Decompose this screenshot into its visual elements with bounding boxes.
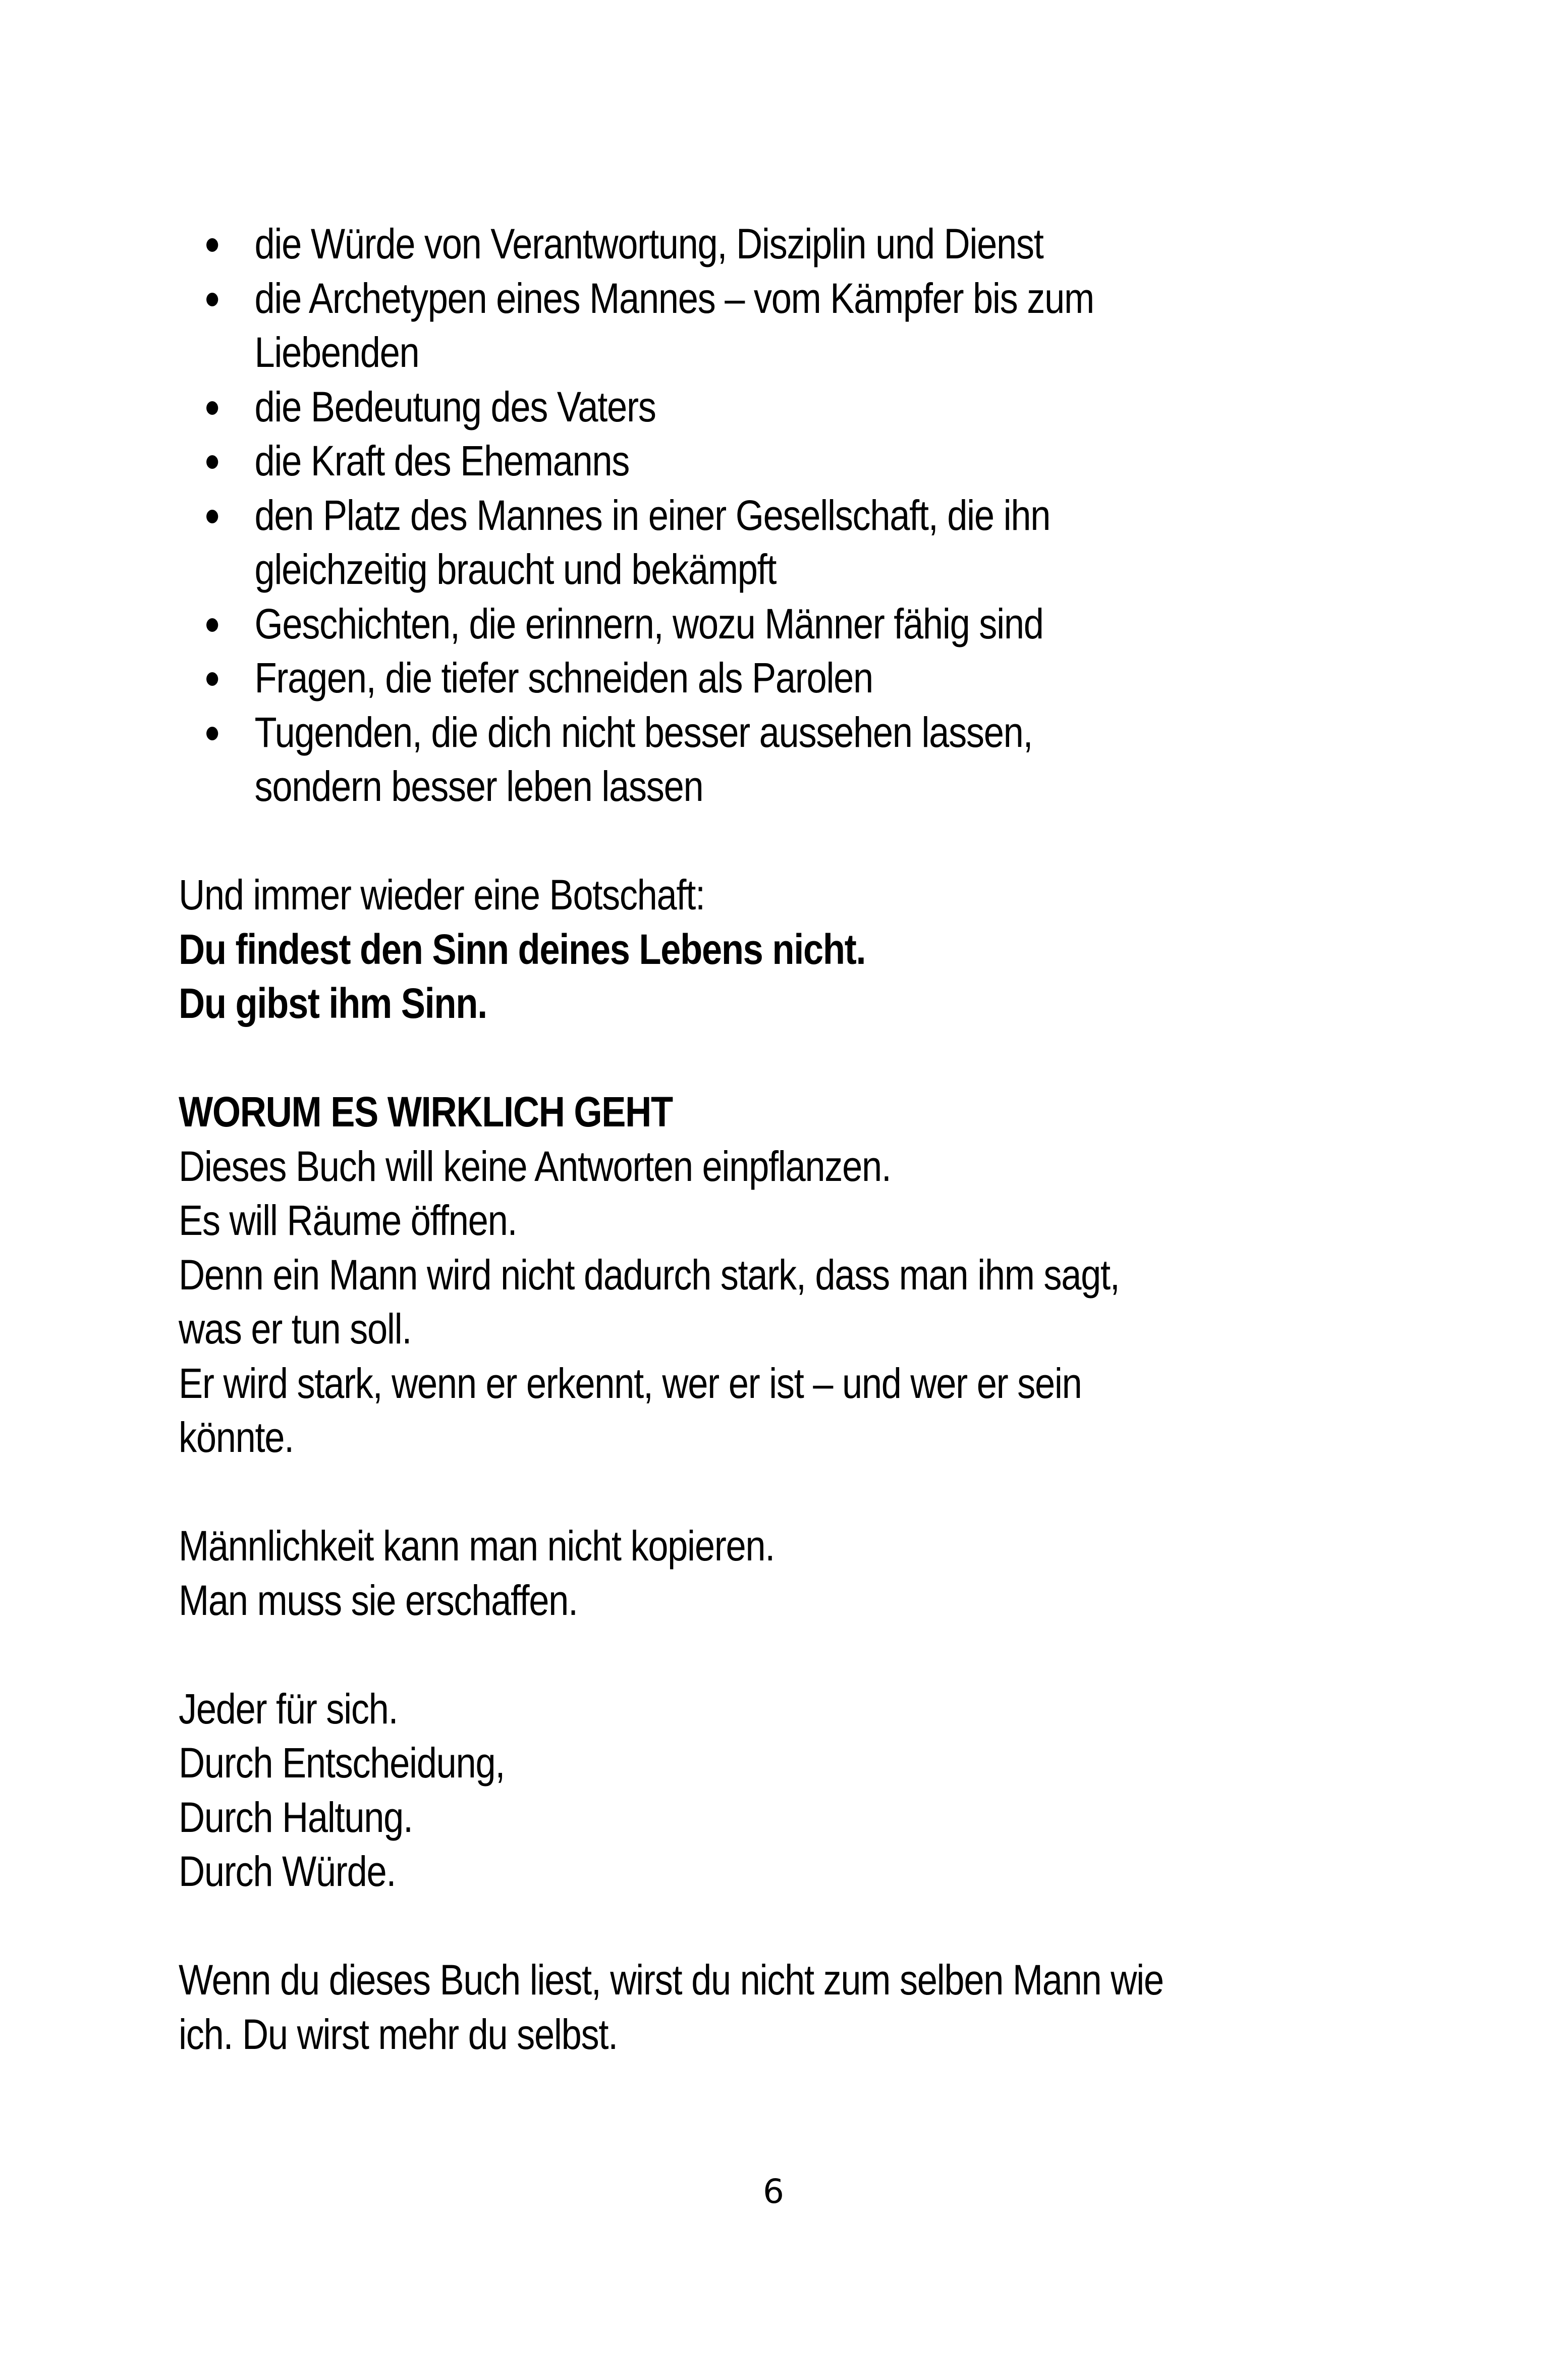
paragraph	[179, 1682, 1355, 1899]
paragraph	[179, 1519, 1355, 1628]
paragraph-line: Durch Würde.	[179, 1848, 396, 1895]
paragraph-line: Durch Entscheidung,	[179, 1739, 505, 1787]
bullet-dot-icon	[206, 455, 218, 469]
bullet-dot-icon	[206, 618, 218, 632]
bullet-item: Tugenden, die dich nicht besser aussehen lassen, sondern besser leben lassen	[179, 706, 1355, 814]
bullet-item: die Bedeutung des Vaters	[179, 380, 1355, 435]
bullet-dot-icon	[206, 672, 218, 686]
bullet-dot-icon	[206, 293, 218, 306]
bullet-list	[179, 217, 1355, 814]
paragraph-line: Durch Haltung.	[179, 1793, 413, 1841]
section-heading: WORUM ES WIRKLICH GEHT	[179, 1088, 673, 1135]
bullet-dot-icon	[206, 401, 218, 415]
bullet-item: die Kraft des Ehemanns	[179, 434, 1355, 489]
paragraph-line: Männlichkeit kann man nicht kopieren.	[179, 1522, 775, 1570]
page-number: 6	[763, 2172, 784, 2211]
section-line: Denn ein Mann wird nicht dadurch stark, dass man ihm sagt, was er tun soll.	[179, 1251, 1120, 1353]
bullet-item: den Platz des Mannes in einer Gesellschaft, die ihn gleichzeitig braucht und bekämpft	[179, 489, 1355, 597]
section-line: Er wird stark, wenn er erkennt, wer er ist – und wer er sein könnte.	[179, 1359, 1082, 1461]
bullet-item: die Archetypen eines Mannes – vom Kämpfer bis zum Liebenden	[179, 272, 1355, 380]
bullet-item: die Würde von Verantwortung, Disziplin und Dienst	[179, 217, 1355, 272]
message-bold-line: Du findest den Sinn deines Lebens nicht.	[179, 925, 866, 973]
bullet-item: Geschichten, die erinnern, wozu Männer fähig sind	[179, 597, 1355, 652]
bullet-item: Fragen, die tiefer schneiden als Parolen	[179, 651, 1355, 706]
section-line: Es will Räume öffnen.	[179, 1197, 517, 1244]
message-intro: Und immer wieder eine Botschaft:	[179, 871, 705, 918]
paragraph-line: Jeder für sich.	[179, 1685, 398, 1733]
paragraph-line: Man muss sie erschaffen.	[179, 1576, 578, 1624]
closing-paragraph: Wenn du dieses Buch liest, wirst du nicht zum selben Mann wie ich. Du wirst mehr du selbst.	[179, 1956, 1164, 2058]
section-line: Dieses Buch will keine Antworten einpflanzen.	[179, 1142, 891, 1190]
bullet-dot-icon	[206, 510, 218, 523]
bullet-dot-icon	[206, 238, 218, 252]
message-bold-line: Du gibst ihm Sinn.	[179, 980, 487, 1027]
section-block	[179, 1085, 1355, 1465]
bullet-dot-icon	[206, 727, 218, 740]
page-content	[179, 217, 1190, 2062]
message-block	[179, 868, 1355, 1031]
